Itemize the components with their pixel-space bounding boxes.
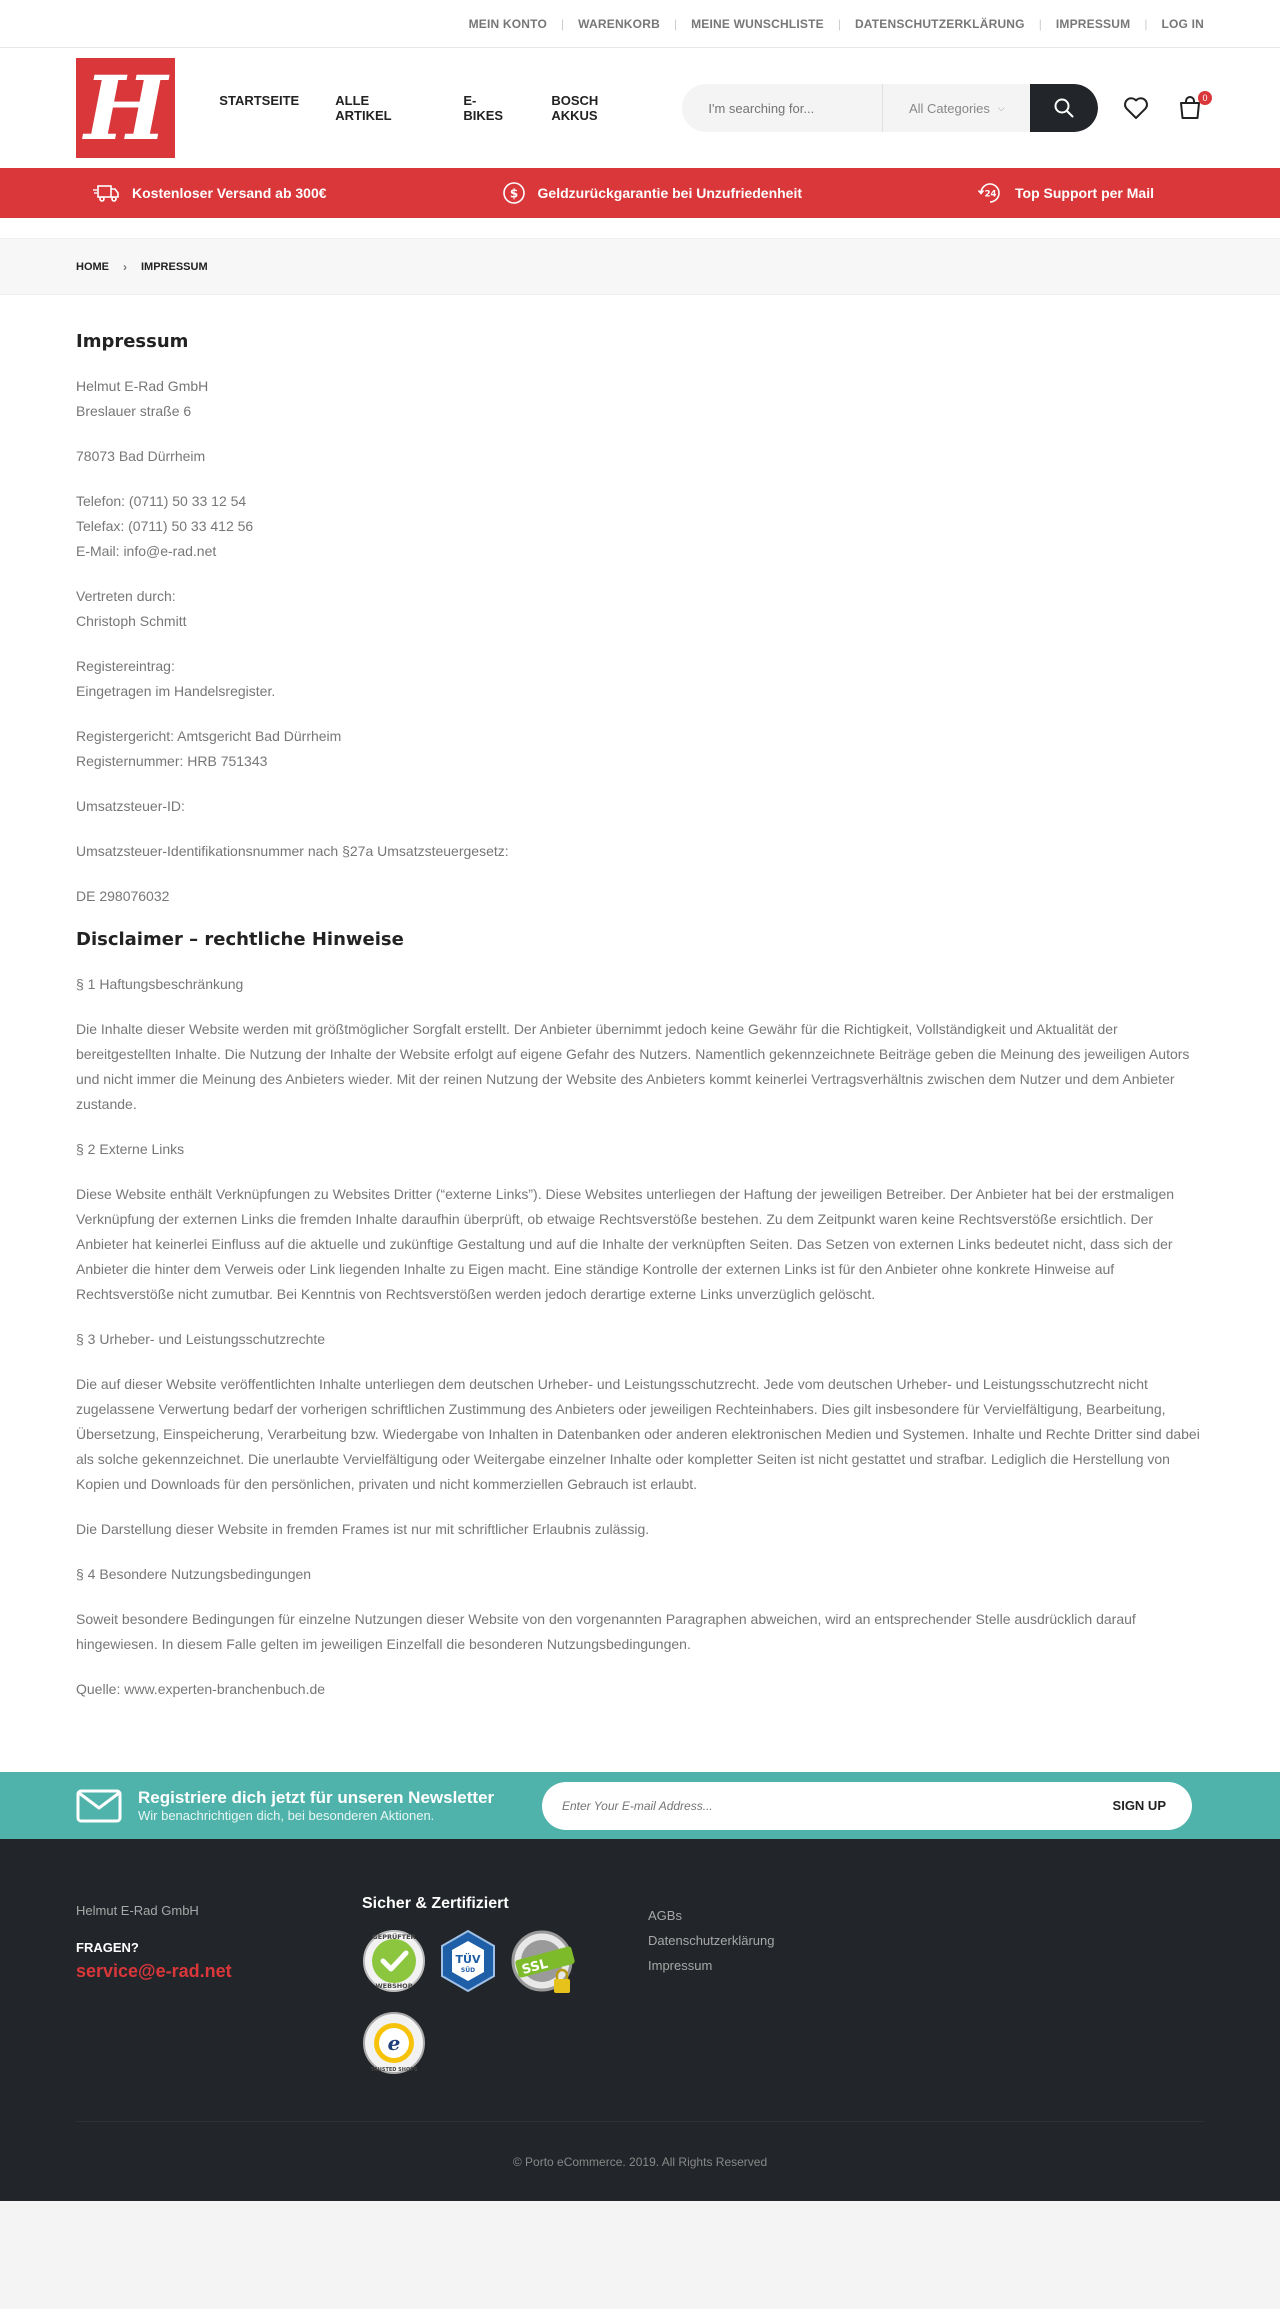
main-nav [219,93,682,123]
truck-icon [92,183,120,203]
breadcrumb [0,238,1280,295]
svg-text:GEPRÜFTER: GEPRÜFTER [372,1933,416,1941]
section-3-text: Die auf dieser Website veröffentlichten Inhalte unterliegen dem deutschen Urheber- und Leistungsschutzrecht. Jede vom deutschen Urheber- und Leistungsschutzrecht nicht zugelassene Verwertung bedarf der vorherigen schriftlichen Zustimmung des Anbieters oder jeweiligen Rechteinhabers. Dies gilt insbesondere für Vervielfältigung, Bearbeitung, Übersetzung, Einspeicherung, Verarbeitung bzw. Wiedergabe von Inhalten in Datenbanken oder anderen elektronischen Medien und Systemen. Inhalte und Rechte Dritter sind dabei als solche gekennzeichnet. Die unerlaubte Vervielfältigung oder Weitergabe einzelner Inhalte oder kompletter Seiten ist nicht gestattet und strafbar. Lediglich die Herstellung von Kopien und Downloads für den persönlichen, privaten und nicht kommerziellen Gebrauch ist erlaubt. [76,1376,1200,1492]
trusted-shops-seal[interactable] [362,2011,426,2075]
info-item-shipping [92,183,327,203]
seal-list [362,1929,582,2075]
footer-link-impressum[interactable]: Impressum [648,1958,713,1973]
signup-button[interactable]: SIGN UP [1112,1798,1166,1813]
certified-title: Sicher & Zertifiziert [362,1895,509,1912]
nav-e-bikes[interactable]: E-BIKES [463,93,504,123]
email[interactable]: E-Mail: info@e-rad.net [76,543,217,559]
svg-text:TRUSTED SHOPS: TRUSTED SHOPS [370,2067,418,2073]
nav-bosch-akkus[interactable]: BOSCH AKKUS [551,93,599,123]
wishlist-button[interactable] [1122,94,1150,122]
section-4-title: § 4 Besondere Nutzungsbedingungen [76,1566,312,1582]
header [0,48,1280,168]
source: Quelle: www.experten-branchenbuch.de [76,1681,326,1697]
support-24-icon [977,181,1003,205]
toplink-login[interactable]: LOG IN [1161,17,1204,31]
section-2-text: Diese Website enthält Verknüpfungen zu Websites Dritter (“externe Links”). Diese Websites unterliegen der Haftung der jeweiligen Betreiber. Der Anbieter hat bei der erstmaligen Verknüpfung der externen Links die fremden Inhalte daraufhin überprüft, ob etwaige Rechtsverstöße bestehen. Zu dem Zeitpunkt waren keine Rechtsverstöße ersichtlich. Der Anbieter hat keinerlei Einfluss auf die aktuelle und zukünftige Gestaltung und auf die Inhalte der verknüpften Seiten. Das Setzen von externen Links bedeutet nicht, dass sich der Anbieter die hinter dem Verweis oder Link liegenden Inhalte zu Eigen macht. Eine ständige Kontrolle der externen Links ist für den Anbieter ohne konkrete Hinweise auf Rechtsverstöße nicht zumutbar. Bei Kenntnis von Rechtsverstößen werden jedoch derartige externe Links unverzüglich gelöscht. [76,1186,1175,1302]
representative-name: Christoph Schmitt [76,613,187,629]
newsletter-bar [0,1772,1280,1839]
footer-link-datenschutz[interactable]: Datenschutzerklärung [648,1933,775,1948]
footer-certified [362,1895,582,2075]
info-bar [0,168,1280,218]
register-number: Registernummer: HRB 751343 [76,753,268,769]
newsletter-form [542,1782,1192,1830]
info-text-shipping: Kostenloser Versand ab 300€ [132,185,327,201]
footer-bottom [76,2121,1204,2201]
category-select[interactable] [882,84,1030,132]
register-block: Registereintrag: Eingetragen im Handelsregister. [76,658,276,699]
envelope-icon [76,1789,122,1823]
svg-text:24: 24 [984,189,997,200]
cart-button[interactable] [1176,93,1208,122]
info-text-support: Top Support per Mail [1015,185,1154,201]
footer [0,1839,1280,2201]
webshop-seal[interactable] [362,1929,426,1993]
chevron-right-icon: › [123,259,127,274]
search-icon [1054,98,1074,118]
newsletter-subtitle: Wir benachrichtigen dich, bei besonderen Aktionen. [138,1807,435,1823]
footer-contact [76,1903,232,1982]
search-button[interactable] [1030,84,1098,132]
city: 78073 Bad Dürrheim [76,448,206,464]
money-icon [502,181,526,205]
footer-links [648,1903,774,1978]
footer-questions: FRAGEN? [76,1940,139,1955]
newsletter-email-input[interactable] [542,1782,1087,1830]
newsletter-title: Registriere dich jetzt für unseren Newsletter [138,1787,495,1807]
toplink-wunschliste[interactable]: MEINE WUNSCHLISTE [691,17,824,31]
svg-text:$: $ [509,186,518,201]
toplink-datenschutz[interactable]: DATENSCHUTZERKLÄRUNG [854,17,1025,31]
section-3-title: § 3 Urheber- und Leistungsschutzrechte [76,1331,326,1347]
search-input[interactable] [682,84,882,132]
category-label: All Categories [908,100,990,116]
phone: Telefon: (0711) 50 33 12 54 [76,493,247,509]
section-1-text: Die Inhalte dieser Website werden mit größtmöglicher Sorgfalt erstellt. Der Anbieter übernimmt jedoch keine Gewähr für die Richtigkeit, Vollständigkeit und Aktualität der bereitgestellten Inhalte. Die Nutzung der Inhalte der Website erfolgt auf eigene Gefahr des Nutzers. Namentlich gekennzeichnete Beiträge geben die Meinung des jeweiligen Autors und nicht immer die Meinung des Anbieters wieder. Mit der reinen Nutzung der Website des Anbieters kommt keinerlei Vertragsverhältnis zwischen dem Nutzer und dem Anbieter zustande. [76,1021,1190,1112]
info-item-support [977,181,1154,205]
toplink-impressum[interactable]: IMPRESSUM [1055,17,1131,31]
logo-letter: H [84,56,168,160]
ssl-seal[interactable] [510,1929,582,2001]
contact-block [76,489,1204,564]
vat-text: Umsatzsteuer-Identifikationsnummer nach §27a Umsatzsteuergesetz: [76,843,509,859]
vat-id: DE 298076032 [76,888,170,904]
section-3-text-2: Die Darstellung dieser Website in fremden Frames ist nur mit schriftlicher Erlaubnis zulässig. [76,1521,650,1537]
toplink-warenkorb[interactable]: WARENKORB [578,17,660,31]
section-2-title: § 2 Externe Links [76,1141,185,1157]
svg-text:WEBSHOP: WEBSHOP [375,1982,413,1990]
section-1-title: § 1 Haftungsbeschränkung [76,976,244,992]
heart-icon [1123,96,1149,120]
register-court: Registergericht: Amtsgericht Bad Dürrheim [76,728,342,744]
section-4-text: Soweit besondere Bedingungen für einzelne Nutzungen dieser Website von den vorgenannten Paragraphen abweichen, wird an entsprechender Stelle ausdrücklich darauf hingewiesen. In diesem Falle gelten im jeweiligen Einzelfall die besonderen Nutzungsbedingungen. [76,1611,1136,1652]
tuev-seal[interactable] [436,1929,500,1993]
main-content [0,295,1280,1772]
svg-text:SSL: SSL [520,1956,550,1978]
svg-text:TÜV: TÜV [455,1953,481,1966]
cart-count-badge: 0 [1198,91,1212,105]
svg-text:SÜD: SÜD [460,1967,476,1974]
disclaimer-title: Disclaimer – rechtliche Hinweise [76,929,404,950]
representative-block: Vertreten durch: Christoph Schmitt [76,588,187,629]
footer-company: Helmut E-Rad GmbH [76,1903,199,1918]
company-name: Helmut E-Rad GmbH [76,378,209,394]
nav-startseite[interactable]: STARTSEITE [219,93,300,108]
nav-alle-artikel[interactable]: ALLE ARTIKEL [335,93,392,123]
breadcrumb-home[interactable]: HOME [76,260,109,273]
footer-link-agbs[interactable]: AGBs [648,1908,682,1923]
footer-email[interactable]: service@e-rad.net [76,1961,232,1981]
top-bar: MEIN KONTO | WARENKORB | MEINE WUNSCHLISTE | DATENSCHUTZERKLÄRUNG | IMPRESSUM | LOG IN [0,0,1280,48]
chevron-down-icon: ⌵ [997,102,1005,113]
info-text-guarantee: Geldzurückgarantie bei Unzufriedenheit [537,185,803,201]
breadcrumb-current: IMPRESSUM [141,260,208,273]
toplink-mein-konto[interactable]: MEIN KONTO [468,17,548,31]
svg-text:e: e [387,2031,401,2055]
vat-label: Umsatzsteuer-ID: [76,798,185,814]
court-block [76,724,1204,774]
info-item-guarantee [502,181,803,205]
page-title: Impressum [76,331,189,352]
fax: Telefax: (0711) 50 33 412 56 [76,518,254,534]
newsletter-text [138,1788,494,1824]
street: Breslauer straße 6 [76,403,192,419]
search-bar [682,84,1098,132]
logo[interactable] [76,58,175,158]
copyright: © Porto eCommerce. 2019. All Rights Reserved [512,2154,768,2169]
address-block [76,374,1204,424]
